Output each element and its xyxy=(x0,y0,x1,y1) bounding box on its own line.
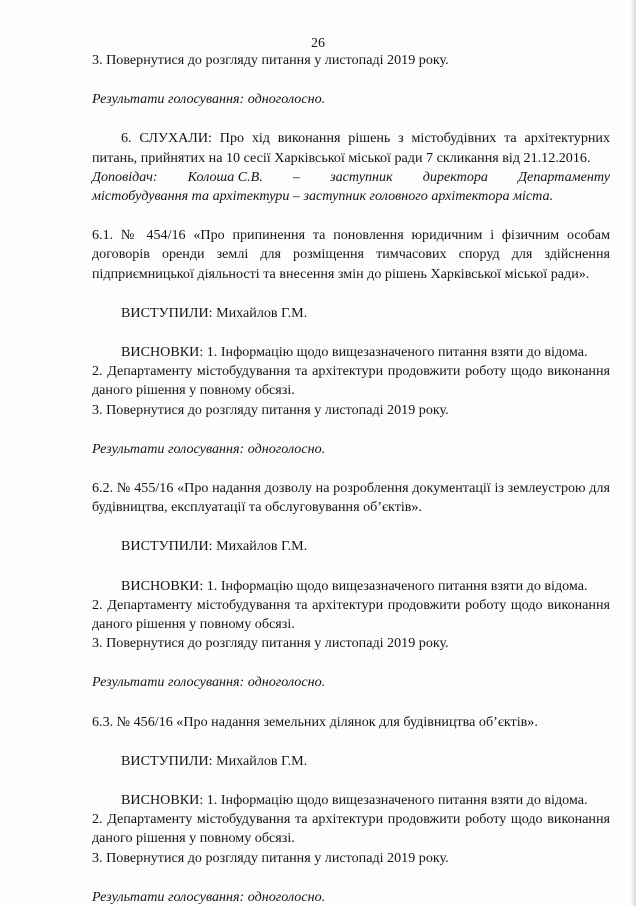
conclusions-line: ВИСНОВКИ: 1. Інформацію щодо вищезазначеного питання взяти до відома. xyxy=(121,577,588,594)
voting-result: Результати голосування: одноголосно. xyxy=(92,91,326,108)
reporter-word: заступник xyxy=(330,168,393,185)
reporter-line xyxy=(92,168,610,187)
reporter-label: Доповідач: xyxy=(92,168,158,185)
conclusion-point-3: 3. Повернутися до розгляду питання у листопаді 2019 року. xyxy=(92,401,449,418)
reporter-name: Колоша С.В. xyxy=(187,168,263,185)
speakers-line: ВИСТУПИЛИ: Михайлов Г.М. xyxy=(121,304,308,321)
conclusion-point-2: 2. Департаменту містобудування та архітектури продовжити роботу щодо виконання даного рішення у повному обсязі. xyxy=(92,811,610,847)
conclusion-point-3: 3. Повернутися до розгляду питання у листопаді 2019 року. xyxy=(92,635,449,652)
reporter-position: містобудування та архітектури – заступник головного архітектора міста. xyxy=(92,188,554,205)
voting-result: Результати голосування: одноголосно. xyxy=(92,440,326,457)
page-number: 26 xyxy=(311,36,325,51)
item-6-1: 6.1. № 454/16 «Про припинення та поновлення юридичним і фізичним особам договорів оренди землі для розміщення тимчасових споруд для здійснення підприємницької діяльності та внесення змін до рішень Харківської міської ради». xyxy=(92,227,610,282)
conclusions-line: ВИСНОВКИ: 1. Інформацію щодо вищезазначеного питання взяти до відома. xyxy=(121,792,588,809)
reporter-dash: – xyxy=(292,168,300,185)
item-6-2: 6.2. № 455/16 «Про надання дозволу на розроблення документації із землеустрою для будівництва, експлуатації та обслуговування об’єктів». xyxy=(92,480,610,516)
voting-result: Результати голосування: одноголосно. xyxy=(92,674,326,691)
conclusion-point-2: 2. Департаменту містобудування та архітектури продовжити роботу щодо виконання даного рішення у повному обсязі. xyxy=(92,596,610,633)
scan-edge xyxy=(630,0,636,906)
item-6-3: 6.3. № 456/16 «Про надання земельних ділянок для будівництва об’єктів». xyxy=(92,713,538,730)
document-body xyxy=(92,51,610,907)
reporter-word: Департаменту xyxy=(518,168,610,185)
speakers-line: ВИСТУПИЛИ: Михайлов Г.М. xyxy=(121,538,308,555)
voting-result: Результати голосування: одноголосно. xyxy=(92,888,326,905)
conclusion-point-3: 3. Повернутися до розгляду питання у листопаді 2019 року. xyxy=(92,849,449,866)
paragraph-return-nov-2019: 3. Повернутися до розгляду питання у листопаді 2019 року. xyxy=(92,52,449,68)
heard-item-6: 6. СЛУХАЛИ: Про хід виконання рішень з містобудівних та архітектурних питань, прийнятих на 10 сесії Харківської міської ради 7 скликання від 21.12.2016. xyxy=(92,130,610,166)
speakers-line: ВИСТУПИЛИ: Михайлов Г.М. xyxy=(121,752,308,769)
conclusions-line: ВИСНОВКИ: 1. Інформацію щодо вищезазначеного питання взяти до відома. xyxy=(121,344,588,361)
conclusion-point-2: 2. Департаменту містобудування та архітектури продовжити роботу щодо виконання даного рішення у повному обсязі. xyxy=(92,363,610,399)
reporter-word: директора xyxy=(422,168,488,185)
